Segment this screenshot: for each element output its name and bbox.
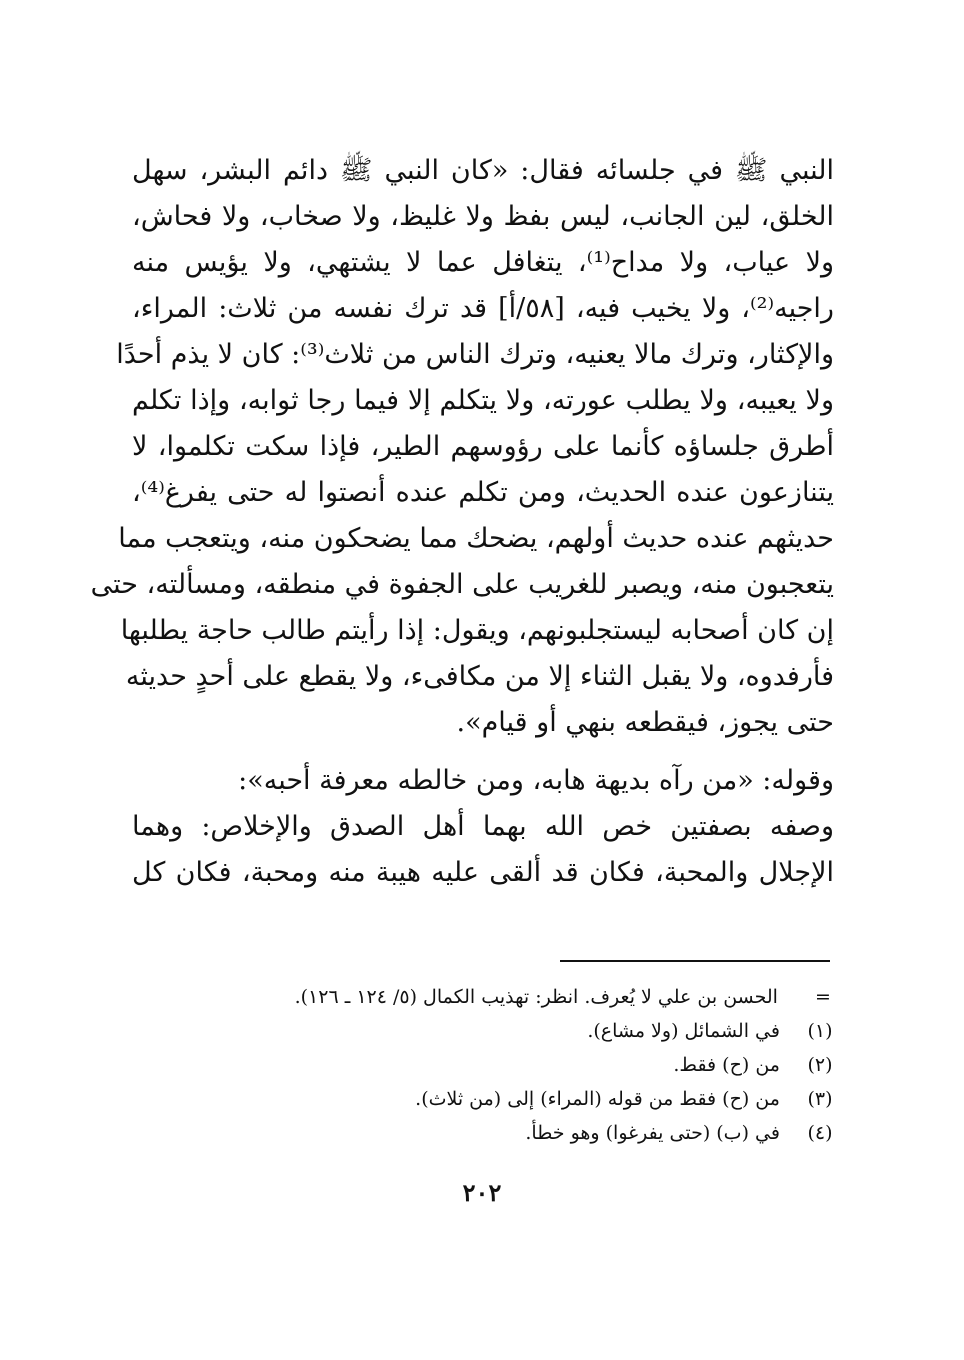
footnote-text: من (ح) فقط من قوله (المراء) إلى (من ثلاث). — [415, 1088, 780, 1110]
footnote-separator — [560, 960, 830, 962]
footnote-text: من (ح) فقط. — [673, 1054, 780, 1076]
text-line: حتى يجوز، فيقطعه بنهي أو قيام». — [456, 707, 834, 738]
page-number: ٢٠٢ — [462, 1178, 502, 1207]
text-line: حديثهم عنده حديث أولهم، يضحك مما يضحكون منه، ويتعجب مما — [118, 523, 834, 554]
text-line: ولا عياب، ولا مداح⁽¹⁾، يتغافل عما لا يشتهي، ولا يؤيس منه — [132, 247, 835, 278]
continuation-marker: = — [815, 986, 831, 1008]
text-line: راجيه⁽²⁾، ولا يخيب فيه، [٥٨/أ] قد ترك نفسه من ثلاث: المراء، — [132, 293, 834, 324]
footnote-item — [415, 1082, 840, 1116]
footnote-continuation — [295, 980, 840, 1014]
footnote-text: الحسن بن علي لا يُعرف. انظر: تهذيب الكمال (٥/ ١٢٤ ـ ١٢٦). — [294, 986, 778, 1008]
text-line: أطرق جلساؤه كأنما على رؤوسهم الطير، فإذا سكت تكلموا، لا — [132, 431, 834, 462]
footnote-marker: (٣) — [807, 1088, 833, 1110]
footnote-marker: (٤) — [807, 1122, 833, 1144]
footnote-item — [525, 1116, 840, 1150]
text-line: الخلق، لين الجانب، ليس بفظ ولا غليظ، ولا صخاب، ولا فحاش، — [132, 201, 834, 232]
text-line: النبي ﷺ في جلسائه فقال: «كان النبي ﷺ دائم البشر، سهل — [132, 155, 834, 186]
footnote-marker: (١) — [807, 1020, 833, 1042]
text-line: الإجلال والمحبة، فكان قد ألقى عليه هيبة منه ومحبة، فكان كل — [132, 857, 834, 888]
text-line: وصفه بصفتين خص الله بهما أهل الصدق والإخلاص: وهما — [132, 811, 834, 842]
paragraph-start-line: وقوله: «من رآه بديهة هابه، ومن خالطه معرفة أحبه»: — [238, 765, 834, 796]
text-line: يتنازعون عنده الحديث، ومن تكلم عنده أنصتوا له حتى يفرغ⁽⁴⁾، — [132, 477, 834, 508]
text-line: إن كان أصحابه ليستجلبونهم، ويقول: إذا رأيتم طالب حاجة يطلبها — [120, 615, 834, 646]
footnote-text: في الشمائل (ولا مشاع). — [587, 1020, 780, 1042]
footnote-item — [587, 1014, 840, 1048]
footnote-item — [673, 1048, 840, 1082]
text-line: يتعجبون منه، ويصبر للغريب على الجفوة في منطقه، ومسألته، حتى — [90, 569, 834, 600]
text-line: فأرفدوه، ولا يقبل الثناء إلا من مكافىء، ولا يقطع على أحدٍ حديثه — [125, 661, 834, 692]
footnote-text: في (ب) (حتى يفرغوا) وهو خطأ. — [525, 1122, 780, 1144]
text-line: والإكثار، وترك مالا يعنيه، وترك الناس من ثلاث⁽³⁾: كان لا يذم أحدًا — [116, 339, 834, 370]
text-line: ولا يعيبه، ولا يطلب عورته، ولا يتكلم إلا فيما رجا ثوابه، وإذا تكلم — [132, 385, 834, 416]
footnote-marker: (٢) — [807, 1054, 833, 1076]
